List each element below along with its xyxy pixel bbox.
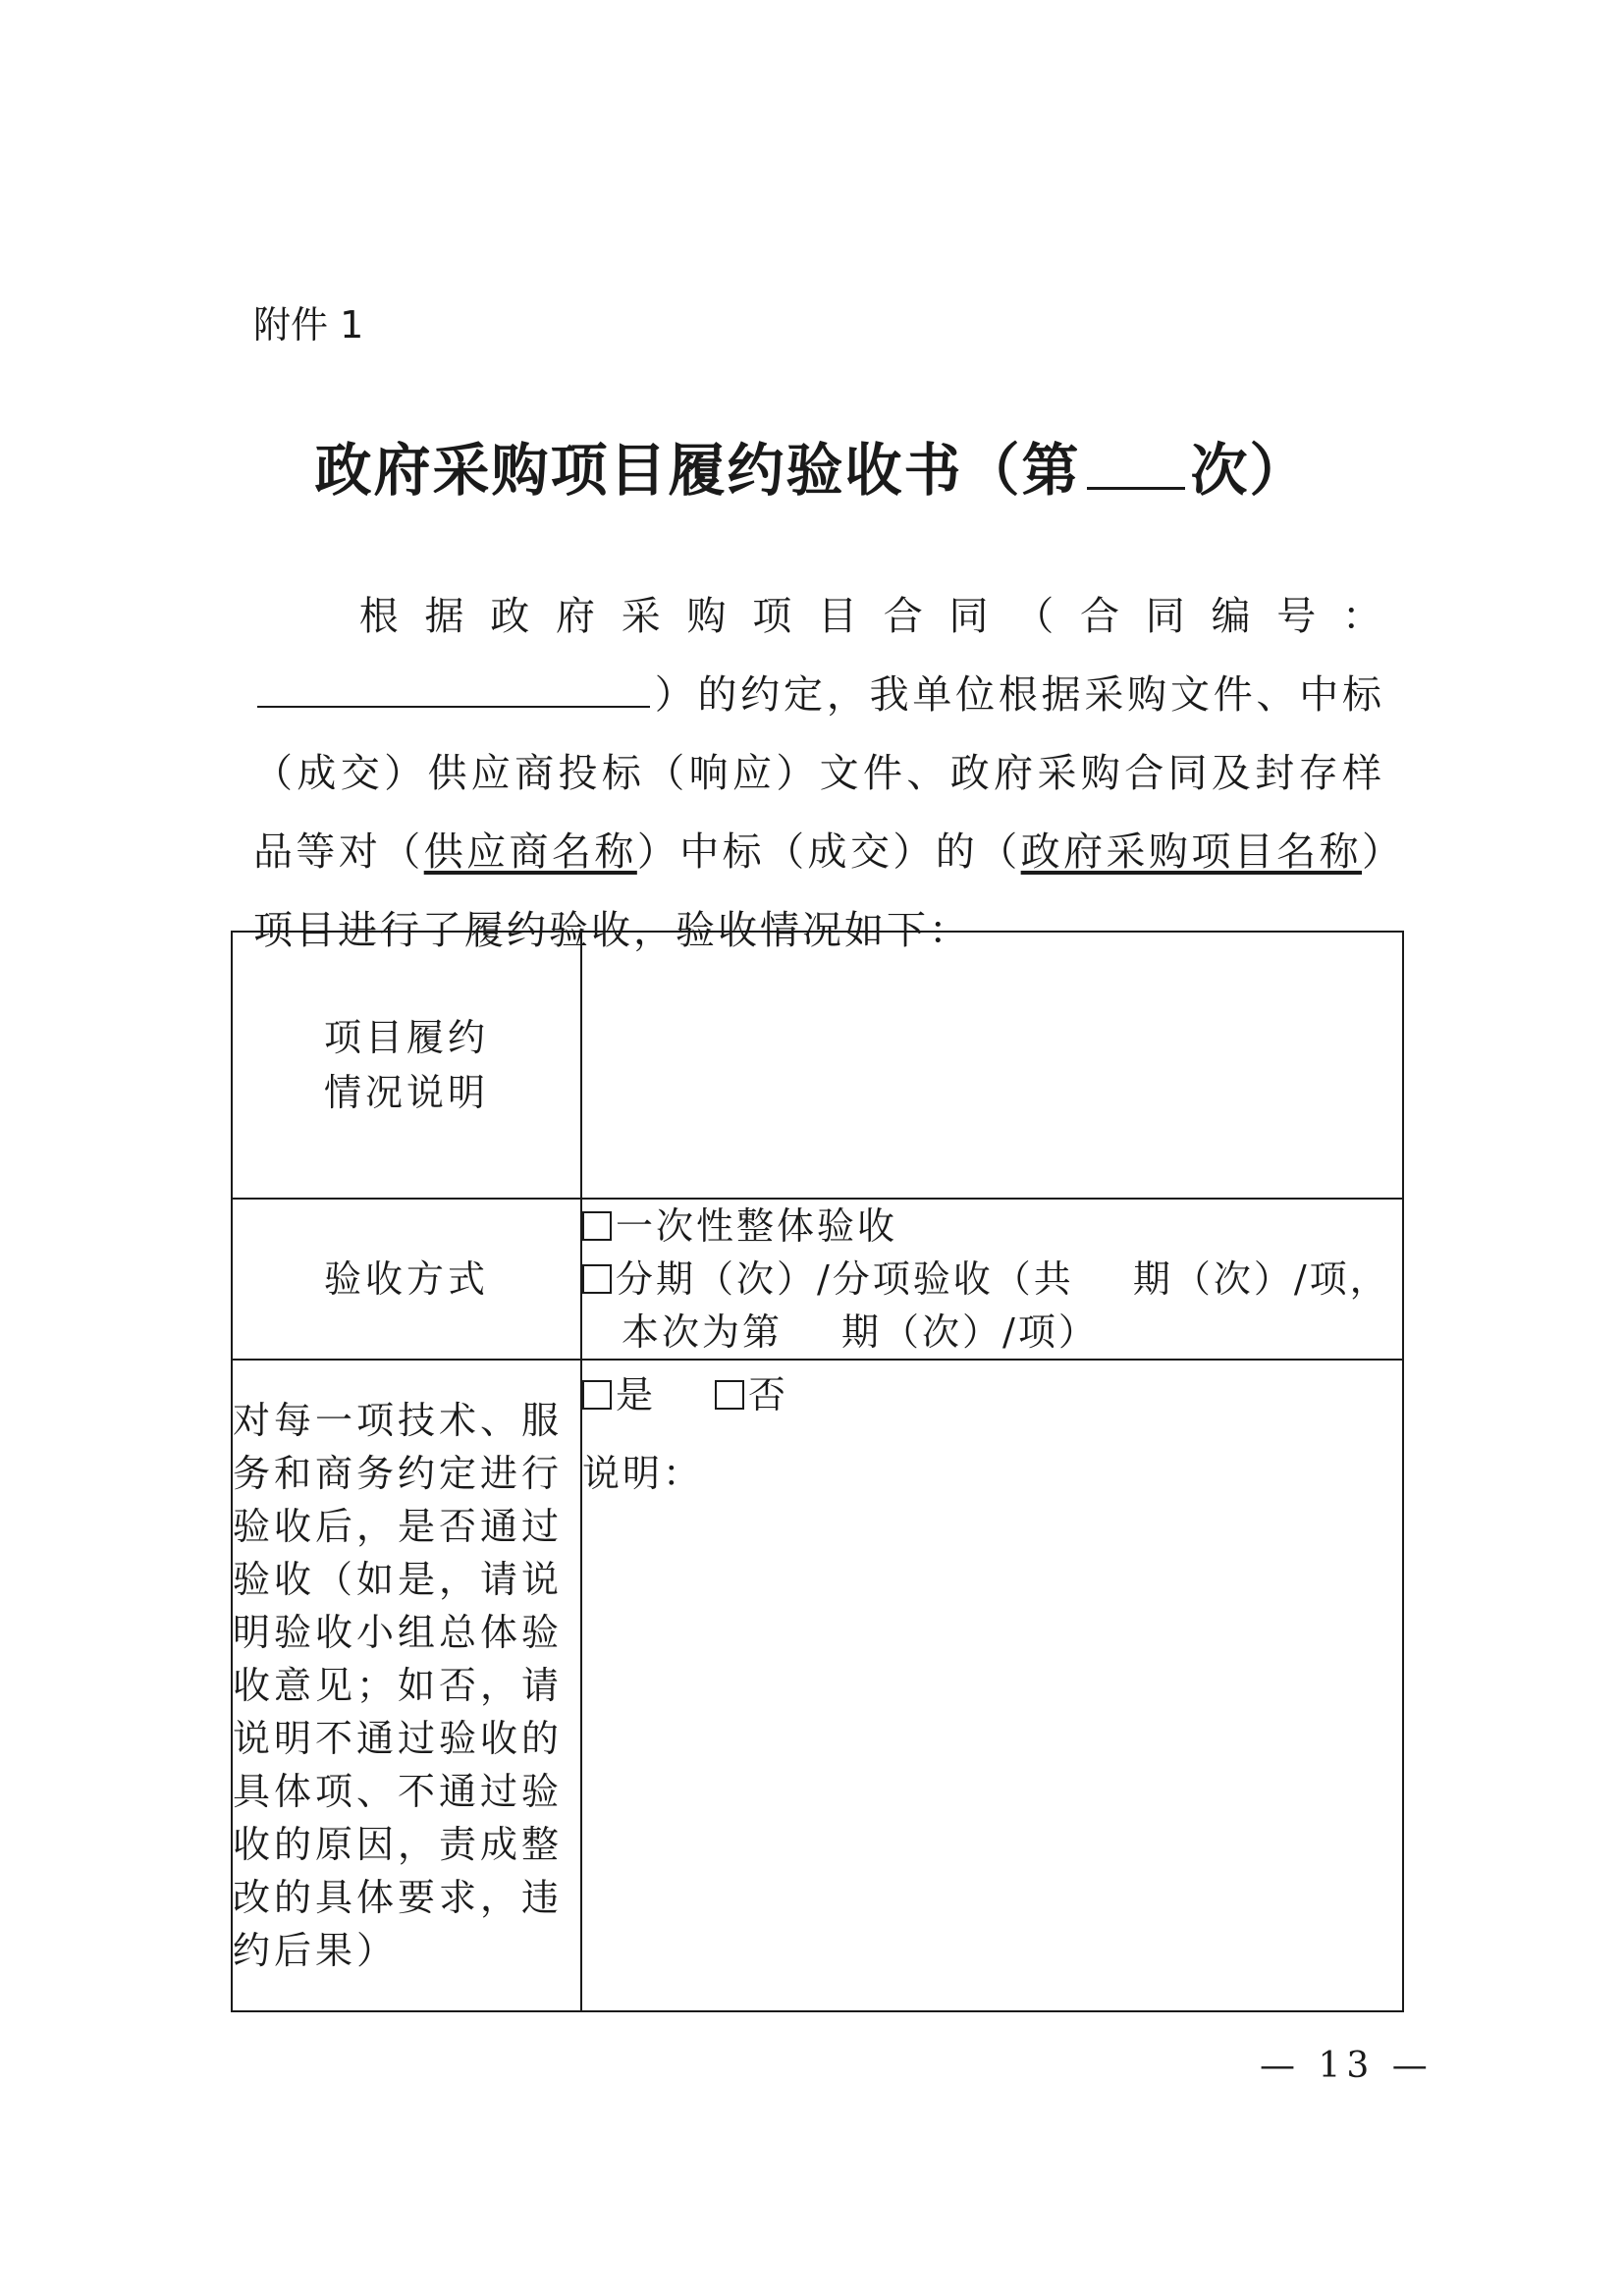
title-suffix: 次） xyxy=(1190,437,1309,504)
staged-checkbox[interactable] xyxy=(582,1264,612,1294)
document-title xyxy=(0,424,1623,507)
project-name-placeholder: 政府采购项目名称 xyxy=(1020,829,1363,875)
supplier-name-placeholder: 供应商名称 xyxy=(423,829,637,875)
pass-acceptance-label: 对每一项技术、服务和商务约定进行验收后，是否通过验收（如是，请说明验收小组总体验收意见；如否，请说明不通过验收的具体项、不通过验收的原因，责成整改的具体要求，违约后果） xyxy=(232,1360,581,2011)
no-checkbox[interactable] xyxy=(715,1380,744,1410)
contract-number-blank[interactable] xyxy=(257,670,650,708)
yes-checkbox[interactable] xyxy=(582,1380,612,1410)
title-prefix: 政府采购项目履约验收书（第 xyxy=(314,437,1081,504)
note-label: 说明： xyxy=(582,1452,704,1495)
intro-part2: ）的约定，我单位根据采购文件、中标（成交）供应商投标（响应）文件、政府采购合同及封存样品等对（ xyxy=(253,672,1384,875)
performance-label: 项目履约 情况说明 xyxy=(232,932,581,1199)
staged-option-c: 本次为第 xyxy=(622,1310,784,1354)
intro-part4: ）项目进行了履约验收，验收情况如下： xyxy=(253,829,1385,953)
page-number: — 13 — xyxy=(1260,2046,1434,2086)
staged-option-b: 期（次）/项， xyxy=(1132,1257,1390,1301)
title-blank[interactable] xyxy=(1087,448,1185,490)
acceptance-method-label: 验收方式 xyxy=(232,1199,581,1360)
intro-part1: 根据政府采购项目合同（合同编号： xyxy=(336,594,1384,639)
table-row xyxy=(232,1360,1403,2011)
pass-acceptance-cell xyxy=(581,1360,1403,2011)
acceptance-method-cell xyxy=(581,1199,1403,1360)
yes-label: 是 xyxy=(616,1373,657,1416)
staged-option-d: 期（次）/项） xyxy=(841,1310,1099,1354)
intro-part3: ）中标（成交）的（ xyxy=(636,829,1021,875)
one-time-checkbox[interactable] xyxy=(582,1211,612,1241)
table-row xyxy=(232,932,1403,1199)
acceptance-table xyxy=(231,931,1404,2012)
no-label: 否 xyxy=(748,1373,789,1416)
table-row xyxy=(232,1199,1403,1360)
attachment-label: 附件 1 xyxy=(253,303,364,347)
one-time-option: 一次性整体验收 xyxy=(616,1204,898,1248)
staged-option-a: 分期（次）/分项验收（共 xyxy=(616,1257,1074,1301)
intro-paragraph xyxy=(253,577,1384,970)
performance-description-cell[interactable] xyxy=(581,932,1403,1199)
